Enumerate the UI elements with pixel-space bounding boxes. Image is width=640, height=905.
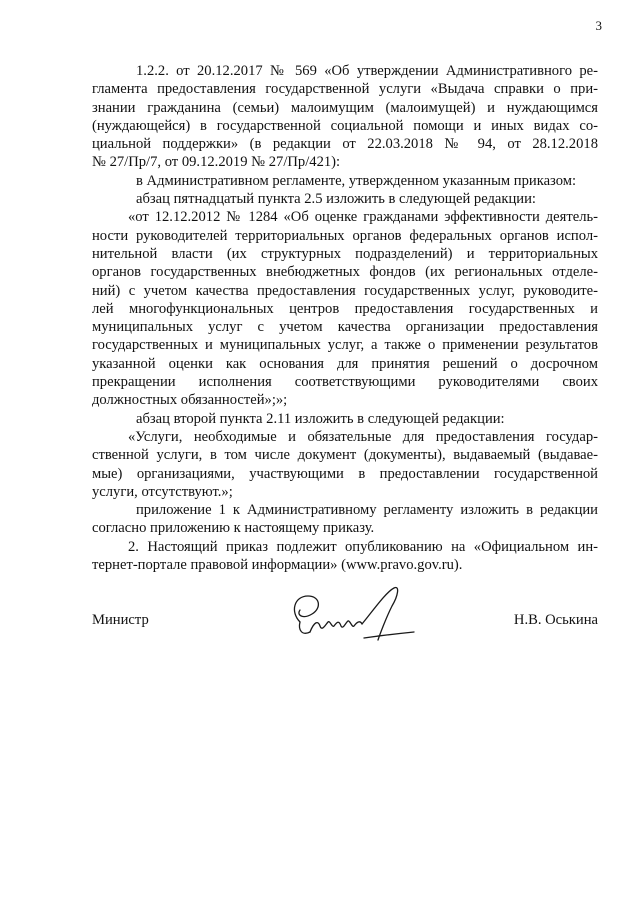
text-line: (нуждающейся) в государственной социальной помощи и иных видах со- [92,117,598,134]
text-line: приложение 1 к Административному регламенту изложить в редакции [136,502,598,519]
text-line: «Услуги, необходимые и обязательные для предоставления государ- [128,428,598,445]
text-line: абзац пятнадцатый пункта 2.5 изложить в следующей редакции: [136,191,536,208]
paragraph-appendix-1 [92,501,598,538]
text-line: согласно приложению к настоящему приказу. [92,520,375,537]
text-line: абзац второй пункта 2.11 изложить в следующей редакции: [136,410,505,427]
text-line: ний) с учетом качества предоставления государственных услуг, руководите- [92,282,598,299]
text-line: циальной поддержки» (в редакции от 22.03.2018 № 94, от 28.12.2018 [92,136,598,153]
text-line: знании гражданина (семьи) малоимущим (малоимущей) и нуждающимся [92,99,598,116]
paragraph-publication [92,538,598,575]
document-body [92,62,598,574]
text-line: в Административном регламенте, утвержденном указанным приказом: [136,172,577,189]
paragraph-clause-2-11 [92,410,598,428]
text-line: ственной услуги, в том числе документ (документы), выдаваемый (выдавае- [92,447,598,464]
text-line: должностных обязанностей»;»; [92,392,288,409]
text-line: 1.2.2. от 20.12.2017 № 569 «Об утверждении Административного ре- [136,63,598,79]
text-line: мые) организациями, участвующими в предоставлении государственной [92,465,598,482]
text-line: лей многофункциональных центров предоставления государственных и [92,300,598,317]
paragraph-quote-services [92,428,598,501]
paragraph-quote-1284 [92,208,598,409]
paragraph-1-2-2 [92,62,598,172]
text-line: № 27/Пр/7, от 09.12.2019 № 27/Пр/421): [92,154,341,171]
signature-block [92,582,598,662]
text-line: тернет-портале правовой информации» (www.pravo.gov.ru). [92,557,463,574]
handwritten-signature [282,582,422,652]
text-line: органов государственных внебюджетных фондов (их региональных отделе- [92,264,598,281]
text-line: ности руководителей территориальных органов федеральных органов испол- [92,227,598,244]
paragraph-regulation-intro [92,172,598,190]
text-line: нительной власти (их структурных подразделений) и территориальных [92,245,598,262]
paragraph-clause-2-5 [92,190,598,208]
signatory-title: Министр [92,612,149,628]
text-line: государственных и муниципальных услуг, а также о применении результатов [92,337,598,354]
text-line: прекращении исполнения соответствующими руководителями своих [92,374,598,391]
text-line: гламента предоставления государственной услуги «Выдача справки о при- [92,81,598,98]
signatory-name: Н.В. Оськина [513,612,598,628]
text-line: «от 12.12.2012 № 1284 «Об оценке гражданами эффективности деятель- [128,209,598,226]
text-line: услуги, отсутствуют.»; [92,483,233,500]
text-line: указанной оценки как основания для принятия решений о досрочном [92,355,598,372]
page-number: 3 [595,18,602,33]
text-line: 2. Настоящий приказ подлежит опубликованию на «Официальном ин- [128,538,598,555]
text-line: муниципальных услуг с учетом качества организации предоставления [92,319,598,336]
